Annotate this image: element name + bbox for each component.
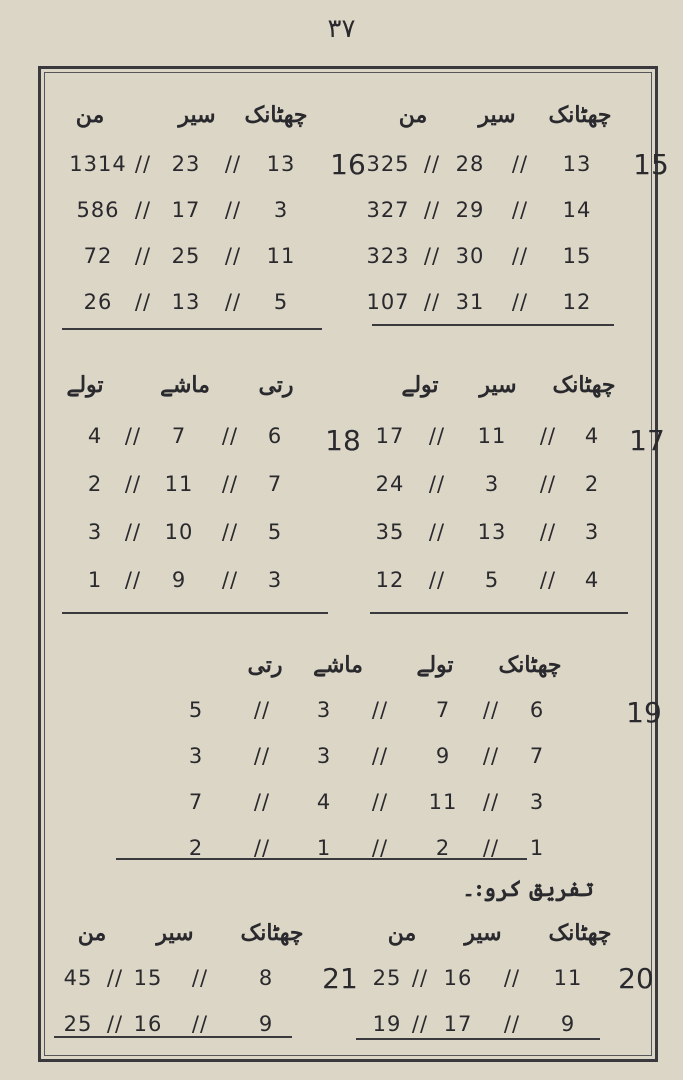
q19-row-0-sep-0: // [482, 698, 500, 722]
q17-row-1-col-2: 24 [375, 472, 405, 496]
q21-row-0-col-0: 8 [258, 966, 274, 990]
q18-row-1-col-2: 2 [87, 472, 103, 496]
q18-row-1-sep-1: // [124, 472, 142, 496]
q21-row-0-sep-0: // [191, 966, 209, 990]
q20-row-1-col-0: 9 [560, 1012, 576, 1036]
q15-row-0-col-1: 28 [455, 152, 485, 176]
q21-number: 21 [322, 962, 358, 995]
q15-row-0-sep-0: // [511, 152, 529, 176]
q17-number: 17 [629, 424, 665, 457]
q15-row-2-col-1: 30 [455, 244, 485, 268]
q16-row-3-col-2: 26 [83, 290, 113, 314]
q18-row-2-sep-0: // [221, 520, 239, 544]
q16-row-0-sep-1: // [134, 152, 152, 176]
q19-row-0-col-1: 7 [435, 698, 451, 722]
q17-row-2-sep-0: // [539, 520, 557, 544]
q18-row-3-col-0: 3 [267, 568, 283, 592]
q19-row-2-col-3: 7 [188, 790, 204, 814]
q21-row-1-col-1: 16 [133, 1012, 163, 1036]
q17-row-0-sep-1: // [428, 424, 446, 448]
q19-row-2-col-2: 4 [316, 790, 332, 814]
q17-row-3-col-1: 5 [484, 568, 500, 592]
q19-row-0-col-3: 5 [188, 698, 204, 722]
q17-row-0-col-1: 11 [477, 424, 507, 448]
q15-row-3-col-1: 31 [455, 290, 485, 314]
q20-row-1-sep-1: // [411, 1012, 429, 1036]
q20-header-2: من [387, 920, 417, 946]
q20-row-0-col-0: 11 [553, 966, 583, 990]
q17-row-1-col-0: 2 [584, 472, 600, 496]
q19-row-1-sep-1: // [371, 744, 389, 768]
q19-header-1: تولے [416, 652, 454, 678]
q19-row-2-sep-2: // [253, 790, 271, 814]
q17-header-0: چھٹانک [552, 372, 616, 398]
q18-header-0: رتی [258, 372, 294, 398]
q19-row-2-col-0: 3 [529, 790, 545, 814]
q16-row-0-col-1: 23 [171, 152, 201, 176]
q19-row-1-col-2: 3 [316, 744, 332, 768]
q16-row-2-col-1: 25 [171, 244, 201, 268]
q16-row-2-col-2: 72 [83, 244, 113, 268]
q19-row-3-col-1: 2 [435, 836, 451, 860]
q21-row-1-sep-0: // [191, 1012, 209, 1036]
q21-header-0: چھٹانک [240, 920, 304, 946]
q17-row-1-sep-0: // [539, 472, 557, 496]
q16-row-0-sep-0: // [224, 152, 242, 176]
q19-row-1-sep-0: // [482, 744, 500, 768]
q16-number: 16 [330, 148, 366, 181]
q20-header-0: چھٹانک [548, 920, 612, 946]
q19-row-2-sep-1: // [371, 790, 389, 814]
q21-row-0-col-2: 45 [63, 966, 93, 990]
q15-row-1-sep-1: // [423, 198, 441, 222]
q20-row-0-sep-1: // [411, 966, 429, 990]
q16-row-2-sep-0: // [224, 244, 242, 268]
q20-row-0-sep-0: // [503, 966, 521, 990]
q19-row-1-sep-2: // [253, 744, 271, 768]
q19-row-3-col-2: 1 [316, 836, 332, 860]
q16-rule [62, 328, 322, 330]
q19-row-2-sep-0: // [482, 790, 500, 814]
q15-number: 15 [633, 148, 669, 181]
q17-row-3-sep-1: // [428, 568, 446, 592]
q15-row-1-col-1: 29 [455, 198, 485, 222]
q18-row-1-col-0: 7 [267, 472, 283, 496]
q19-row-3-col-0: 1 [529, 836, 545, 860]
q15-row-0-col-2: 325 [366, 152, 410, 176]
q18-row-3-sep-0: // [221, 568, 239, 592]
q18-row-0-col-0: 6 [267, 424, 283, 448]
q18-row-0-sep-0: // [221, 424, 239, 448]
q17-row-1-col-1: 3 [484, 472, 500, 496]
q18-row-3-sep-1: // [124, 568, 142, 592]
q19-header-3: رتی [247, 652, 283, 678]
q19-number: 19 [626, 696, 662, 729]
q15-row-0-sep-1: // [423, 152, 441, 176]
q18-row-2-col-1: 10 [164, 520, 194, 544]
q15-row-3-sep-0: // [511, 290, 529, 314]
q15-row-2-col-2: 323 [366, 244, 410, 268]
q17-row-0-sep-0: // [539, 424, 557, 448]
q20-row-0-col-2: 25 [372, 966, 402, 990]
q18-row-2-col-2: 3 [87, 520, 103, 544]
q15-header-2: من [398, 102, 428, 128]
q17-row-3-sep-0: // [539, 568, 557, 592]
q17-row-2-col-1: 13 [477, 520, 507, 544]
q19-row-3-sep-2: // [253, 836, 271, 860]
q15-row-3-col-0: 12 [562, 290, 592, 314]
q18-row-1-sep-0: // [221, 472, 239, 496]
q19-row-1-col-0: 7 [529, 744, 545, 768]
q21-header-2: من [77, 920, 107, 946]
q17-row-2-col-2: 35 [375, 520, 405, 544]
q18-row-0-sep-1: // [124, 424, 142, 448]
q21-rule [54, 1036, 292, 1038]
q15-rule [372, 324, 614, 326]
q21-row-0-col-1: 15 [133, 966, 163, 990]
q17-row-1-sep-1: // [428, 472, 446, 496]
q15-row-1-col-0: 14 [562, 198, 592, 222]
q19-header-2: ماشے [313, 652, 363, 678]
q15-header-0: چھٹانک [548, 102, 612, 128]
q15-row-0-col-0: 13 [562, 152, 592, 176]
q20-row-1-sep-0: // [503, 1012, 521, 1036]
q15-row-2-col-0: 15 [562, 244, 592, 268]
q18-row-1-col-1: 11 [164, 472, 194, 496]
q16-header-1: سیر [178, 102, 216, 128]
q16-row-1-col-1: 17 [171, 198, 201, 222]
q21-row-1-col-0: 9 [258, 1012, 274, 1036]
q17-row-3-col-0: 4 [584, 568, 600, 592]
q18-row-3-col-1: 9 [171, 568, 187, 592]
q15-row-2-sep-0: // [511, 244, 529, 268]
q17-header-2: تولے [401, 372, 439, 398]
q16-row-3-sep-0: // [224, 290, 242, 314]
q17-row-2-sep-1: // [428, 520, 446, 544]
q18-row-2-col-0: 5 [267, 520, 283, 544]
q20-number: 20 [618, 962, 654, 995]
q18-rule [62, 612, 328, 614]
q15-header-1: سیر [478, 102, 516, 128]
q18-row-0-col-2: 4 [87, 424, 103, 448]
q17-header-1: سیر [479, 372, 517, 398]
q16-row-3-sep-1: // [134, 290, 152, 314]
q15-row-1-sep-0: // [511, 198, 529, 222]
q19-rule [116, 858, 527, 860]
q21-row-0-sep-1: // [106, 966, 124, 990]
q19-row-1-col-3: 3 [188, 744, 204, 768]
q16-row-2-sep-1: // [134, 244, 152, 268]
q20-row-1-col-1: 17 [443, 1012, 473, 1036]
q16-row-1-sep-1: // [134, 198, 152, 222]
q20-row-0-col-1: 16 [443, 966, 473, 990]
q16-row-0-col-2: 1314 [69, 152, 127, 176]
q21-row-1-col-2: 25 [63, 1012, 93, 1036]
q15-row-2-sep-1: // [423, 244, 441, 268]
q17-row-3-col-2: 12 [375, 568, 405, 592]
q18-row-2-sep-1: // [124, 520, 142, 544]
q19-row-0-col-0: 6 [529, 698, 545, 722]
q18-row-0-col-1: 7 [171, 424, 187, 448]
q16-row-0-col-0: 13 [266, 152, 296, 176]
q17-row-0-col-2: 17 [375, 424, 405, 448]
q20-row-1-col-2: 19 [372, 1012, 402, 1036]
q19-row-0-sep-2: // [253, 698, 271, 722]
q19-row-0-sep-1: // [371, 698, 389, 722]
q16-row-1-col-2: 586 [76, 198, 120, 222]
q20-header-1: سیر [464, 920, 502, 946]
q18-row-3-col-2: 1 [87, 568, 103, 592]
q16-row-3-col-1: 13 [171, 290, 201, 314]
page-number: ٣٧ [327, 14, 356, 44]
q15-row-3-sep-1: // [423, 290, 441, 314]
q15-row-3-col-2: 107 [366, 290, 410, 314]
q17-row-0-col-0: 4 [584, 424, 600, 448]
q19-row-0-col-2: 3 [316, 698, 332, 722]
q19-row-3-sep-0: // [482, 836, 500, 860]
q15-row-1-col-2: 327 [366, 198, 410, 222]
q19-row-3-sep-1: // [371, 836, 389, 860]
q19-row-2-col-1: 11 [428, 790, 458, 814]
q20-rule [356, 1038, 600, 1040]
q16-header-2: من [75, 102, 105, 128]
q16-row-2-col-0: 11 [266, 244, 296, 268]
q17-row-2-col-0: 3 [584, 520, 600, 544]
q16-header-0: چھٹانک [244, 102, 308, 128]
q21-header-1: سیر [156, 920, 194, 946]
q18-header-1: ماشے [160, 372, 210, 398]
q18-number: 18 [325, 424, 361, 457]
q16-row-3-col-0: 5 [273, 290, 289, 314]
q19-row-3-col-3: 2 [188, 836, 204, 860]
q17-rule [370, 612, 628, 614]
q19-row-1-col-1: 9 [435, 744, 451, 768]
q16-row-1-col-0: 3 [273, 198, 289, 222]
instruction: تفریق کرو:۔ [462, 876, 594, 902]
q21-row-1-sep-1: // [106, 1012, 124, 1036]
q19-header-0: چھٹانک [498, 652, 562, 678]
q18-header-2: تولے [66, 372, 104, 398]
q16-row-1-sep-0: // [224, 198, 242, 222]
